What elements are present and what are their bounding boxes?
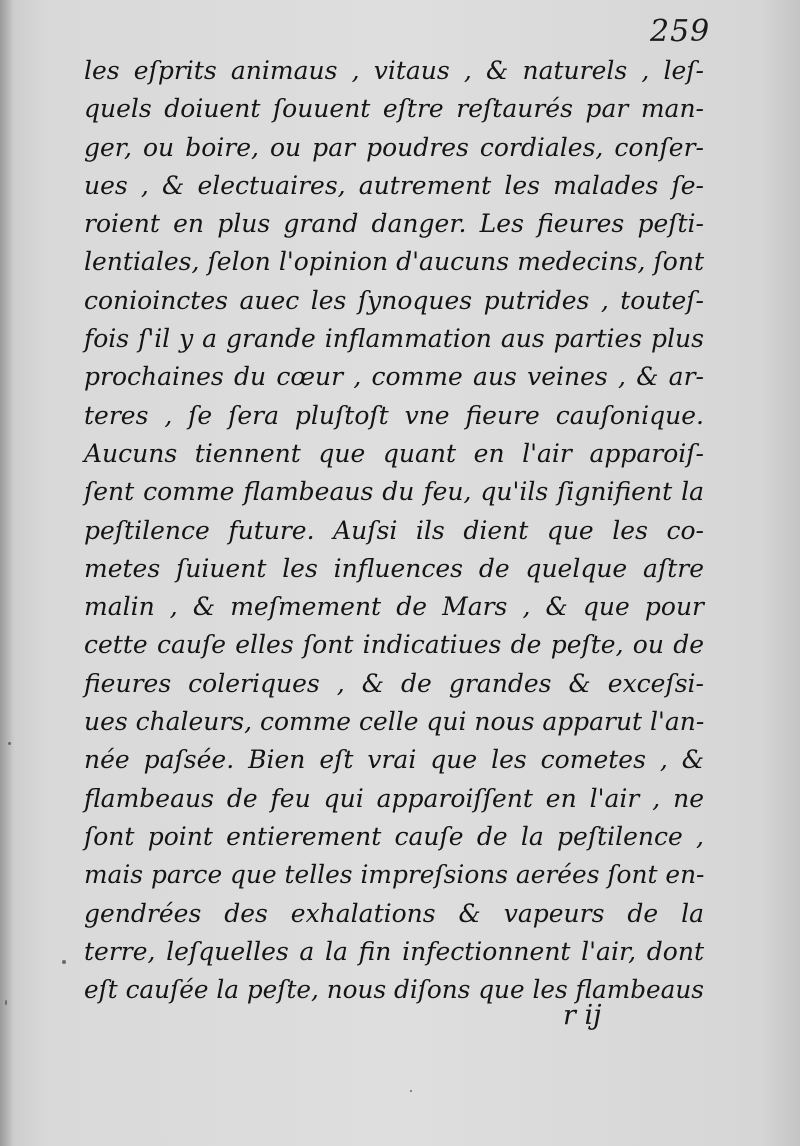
paper-speck <box>8 742 11 745</box>
text-line: roient en plus grand danger. Les fieures peſti- <box>84 209 704 239</box>
text-line: eſt cauſée la peſte, nous diſons que les flambeaus <box>84 975 704 1005</box>
text-line: lentiales, ſelon l'opinion d'aucuns medecins, ſont <box>84 247 704 277</box>
text-line: conioinctes auec les ſynoques putrides , touteſ- <box>84 285 704 315</box>
text-line: mais parce que telles impreſsions aerées ſont en- <box>84 860 705 890</box>
text-line: ues , & electuaires, autrement les malades ſe- <box>84 170 704 200</box>
text-line: quels doiuent ſouuent eſtre reſtaurés par man- <box>84 94 704 124</box>
text-line: flambeaus de feu qui apparoiſſent en l'air , ne <box>84 783 704 813</box>
text-line: peſtilence future. Auſsi ils dient que les co- <box>84 515 704 545</box>
text-line: malin , & meſmement de Mars , & que pour <box>84 592 704 622</box>
text-line: ſent comme flambeaus du feu, qu'ils ſignifient la <box>84 477 704 507</box>
text-line: fieures coleriques , & de grandes & exceſsi- <box>84 668 704 698</box>
text-line: terre, leſquelles a la fin infectionnent l'air, dont <box>84 936 704 966</box>
text-line: metes ſuiuent les influences de quelque aſtre <box>84 553 704 583</box>
text-line: fois ſ'il y a grande inflammation aus parties plus <box>84 324 704 354</box>
text-line: prochaines du cœur , comme aus veines , & ar- <box>84 362 704 392</box>
paper-speck <box>410 1090 412 1092</box>
text-line: cette cauſe elles ſont indicatiues de peſte, ou de <box>84 630 704 660</box>
text-line: gendrées des exhalations & vapeurs de la <box>84 898 704 928</box>
page-edge-shadow <box>0 0 14 1146</box>
text-line: ger, ou boire, ou par poudres cordiales, conſer- <box>84 132 704 162</box>
page-number: 259 <box>650 14 711 49</box>
body-text <box>84 52 704 1009</box>
signature-mark: r ij <box>563 1000 602 1031</box>
paper-speck <box>62 960 66 964</box>
text-line: ues chaleurs, comme celle qui nous apparut l'an- <box>84 707 705 737</box>
text-line: les eſprits animaus , vitaus , & naturels , leſ- <box>84 56 704 85</box>
text-line: née paſsée. Bien eſt vrai que les cometes , & <box>84 745 704 775</box>
paper-speck <box>5 1000 7 1005</box>
text-line: ſont point entierement cauſe de la peſtilence , <box>84 821 704 851</box>
text-line: Aucuns tiennent que quant en l'air apparoiſ- <box>84 438 704 468</box>
text-line: teres , ſe ſera pluſtoſt vne fieure cauſonique. <box>84 400 704 430</box>
